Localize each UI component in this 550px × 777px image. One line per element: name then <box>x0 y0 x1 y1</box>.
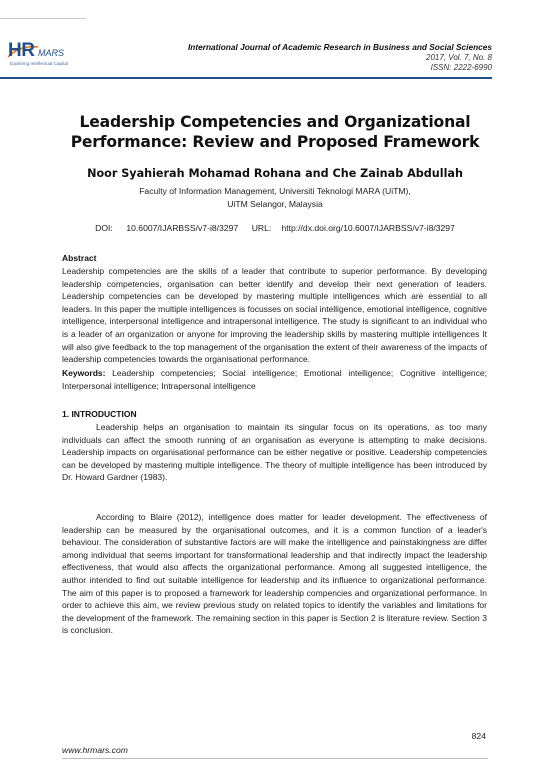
introduction-heading: 1. INTRODUCTION <box>62 409 137 419</box>
paper-title: Leadership Competencies and Organizational Performance: Review and Proposed Framework <box>70 113 480 151</box>
footer-website[interactable]: www.hrmars.com <box>62 745 128 755</box>
paper-affiliation <box>40 185 510 211</box>
affiliation-line-2: UiTM Selangor, Malaysia <box>227 199 323 209</box>
doi-url-line[interactable]: DOI: 10.6007/IJARBSS/v7-i8/3297 URL: http://dx.doi.org/10.6007/IJARBSS/v7-i8/3297 <box>95 223 455 233</box>
introduction-paragraph-2: According to Blaire (2012), intelligence does matter for leader development. The effectiveness of leadership can be measured by the organisational outcomes, and it is a common function of a leader's behaviour. The consideration of substantive factors are will make the intelligence and painstakingness are differ among individual that seems important for transformational leadership and that indirectly impact the leadership effectiveness, that would also affects the organizational performance. Among all suggested intelligence, the author intended to find out suitable intelligence for leadership and its influence to organizational performance. The aim of this paper is to proposed a framework for leadership compencies and organizational performance. In order to achieve this aim, we review previous study on related topics to identify the variables and limitations for the development of the framework. The remaining section in this paper is Section 2 is literature review. Section 3 is conclusion. <box>62 512 487 636</box>
affiliation-line-1: Faculty of Information Management, Universiti Teknologi MARA (UiTM), <box>139 186 411 196</box>
journal-issn: ISSN: 2222-6990 <box>430 63 492 72</box>
logo-sub: MARS <box>38 48 65 58</box>
logo-tagline: Exploring Intellectual Capital <box>10 61 68 66</box>
journal-info <box>188 42 492 72</box>
introduction-paragraph-1: Leadership helps an organisation to maintain its singular focus on its operations, as too many individuals can affect the smooth running of an organisation as everyone is attempting to make decisions. Leadership impacts on organisational performance can be either negative or positive. Leadership competencies can be developed by mastering multiple intelligence. The theory of multiple intelligence has been introduced by Dr. Howard Gardner (1983). <box>62 422 487 483</box>
keywords-list: Leadership competencies; Social intelligence; Emotional intelligence; Cognitive intelligence; Interpersonal intelligence; Intrapersonal intelligence <box>62 368 487 391</box>
hrmars-logo <box>6 40 116 70</box>
logo-mark: HR <box>8 40 35 61</box>
page-number: 824 <box>471 731 486 741</box>
journal-name: International Journal of Academic Research in Business and Social Sciences <box>187 42 492 52</box>
abstract-body: Leadership competencies are the skills of a leader that contribute to superior performance. By developing leadership competencies, organisation can better identify and develop their next generation of leaders. Leadership competencies can be developed by mastering multiple intelligences which are essential to all leaders. In this paper the multiple intelligences is focusses on social intelligence, emotional intelligence, cognitive intelligence, interpersonal intelligence and intrapersonal intelligence. The study is significant to an individual who is a leader of an organization or anyone for improving the leadership skills by mastering multiple intelligences It will also give feedback to the top management of the organisation the extent of their awareness of the impacts of leadership competencies towards the organisational performance. <box>62 266 487 365</box>
keywords-label: Keywords: <box>62 368 106 378</box>
footer-rule <box>62 758 488 759</box>
header-rule <box>0 77 492 79</box>
paper-authors: Noor Syahierah Mohamad Rohana and Che Zainab Abdullah <box>87 167 463 180</box>
journal-volume: 2017, Vol. 7, No. 8 <box>426 53 492 62</box>
top-left-rule <box>0 18 86 19</box>
keywords <box>62 367 487 392</box>
abstract-heading: Abstract <box>62 253 97 263</box>
